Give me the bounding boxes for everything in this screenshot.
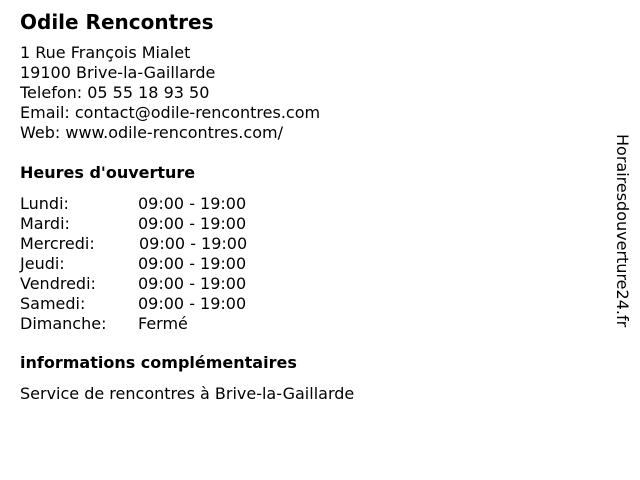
hours-time: 09:00 - 19:00 [138, 194, 247, 213]
opening-hours-heading: Heures d'ouverture [20, 163, 196, 182]
hours-time: 09:00 - 19:00 [138, 274, 247, 293]
web-line: Web: www.odile-rencontres.com/ [20, 123, 283, 142]
hours-day: Mardi: [20, 214, 70, 233]
hours-day: Lundi: [20, 194, 69, 213]
phone-line: Telefon: 05 55 18 93 50 [20, 83, 210, 102]
email-line: Email: contact@odile-rencontres.com [20, 103, 321, 122]
hours-day: Mercredi: [20, 234, 95, 253]
business-name: Odile Rencontres [20, 10, 214, 34]
hours-day: Dimanche: [20, 314, 107, 333]
hours-time: 09:00 - 19:00 [138, 214, 247, 233]
hours-day: Jeudi: [20, 254, 65, 273]
additional-info-heading: informations complémentaires [20, 353, 297, 372]
additional-info-text: Service de rencontres à Brive-la-Gaillarde [20, 384, 355, 403]
address-street: 1 Rue François Mialet [20, 43, 191, 62]
hours-time: 09:00 - 19:00 [139, 234, 248, 253]
address-city: 19100 Brive-la-Gaillarde [20, 63, 216, 82]
site-watermark: Horairesdouverture24.fr [613, 134, 632, 328]
hours-day: Samedi: [20, 294, 86, 313]
hours-time: 09:00 - 19:00 [138, 294, 247, 313]
hours-time: Fermé [138, 314, 188, 333]
hours-time: 09:00 - 19:00 [138, 254, 247, 273]
hours-day: Vendredi: [20, 274, 96, 293]
